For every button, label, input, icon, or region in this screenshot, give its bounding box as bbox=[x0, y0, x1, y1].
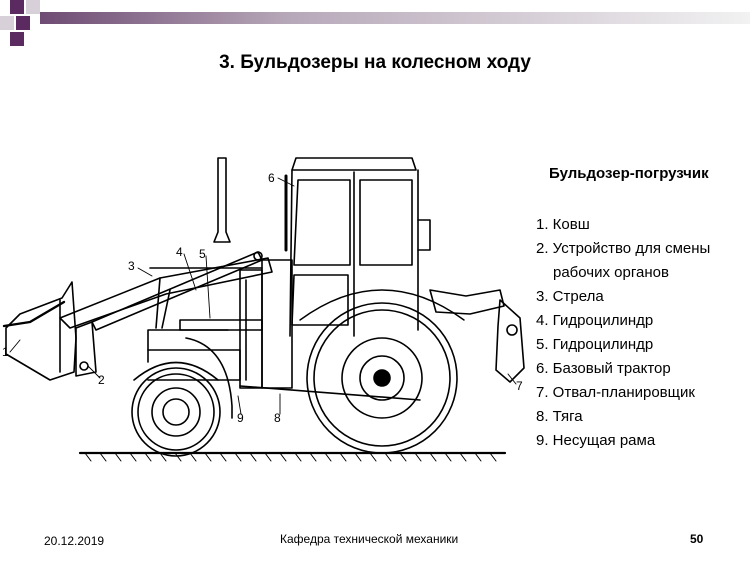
callout-7: 7 bbox=[516, 379, 523, 393]
legend-item: 8. Тяга bbox=[536, 408, 583, 425]
legend-item: 5. Гидроцилиндр bbox=[536, 336, 654, 353]
deco-square bbox=[10, 0, 24, 14]
legend-item: 1. Ковш bbox=[536, 216, 590, 233]
rear-wheel bbox=[300, 290, 464, 453]
legend-item: 2. Устройство для смены bbox=[536, 240, 711, 257]
legend-item: 4. Гидроцилиндр bbox=[536, 312, 654, 329]
header-decoration bbox=[0, 0, 750, 48]
footer-date: 20.12.2019 bbox=[44, 534, 105, 548]
callout-8: 8 bbox=[274, 411, 281, 425]
deco-square bbox=[26, 0, 40, 14]
quick-coupler bbox=[76, 322, 96, 376]
legend-item-continuation: рабочих органов bbox=[553, 264, 669, 281]
deco-square bbox=[0, 16, 14, 30]
legend-item: 6. Базовый трактор bbox=[536, 360, 671, 377]
ground bbox=[80, 453, 505, 461]
deco-square bbox=[16, 16, 30, 30]
loader-bucket bbox=[4, 282, 76, 380]
bulldozer-loader-drawing bbox=[0, 150, 540, 485]
callout-2: 2 bbox=[98, 373, 105, 387]
traction-rod bbox=[240, 386, 420, 400]
page-number: 50 bbox=[690, 532, 704, 546]
parts-legend bbox=[536, 213, 710, 453]
callout-leaders bbox=[10, 178, 516, 414]
legend-item: 3. Стрела bbox=[536, 288, 604, 305]
callout-4: 4 bbox=[176, 245, 183, 259]
deco-square bbox=[10, 32, 24, 46]
callout-1: 1 bbox=[2, 345, 9, 359]
exhaust-pipe bbox=[214, 158, 230, 242]
tractor-cab bbox=[286, 158, 430, 336]
diagram-subtitle: Бульдозер-погрузчик bbox=[549, 165, 709, 182]
callout-3: 3 bbox=[128, 259, 135, 273]
footer-department: Кафедра технической механики bbox=[280, 532, 459, 546]
front-wheel bbox=[132, 363, 220, 457]
legend-item: 7. Отвал-планировщик bbox=[536, 384, 695, 401]
callout-9: 9 bbox=[237, 411, 244, 425]
slide-title: 3. Бульдозеры на колесном ходу bbox=[219, 52, 531, 73]
tractor-hood bbox=[240, 260, 292, 388]
callout-6: 6 bbox=[268, 171, 275, 185]
legend-item: 9. Несущая рама bbox=[536, 432, 656, 449]
callout-5: 5 bbox=[199, 247, 206, 261]
header-band bbox=[40, 12, 750, 24]
